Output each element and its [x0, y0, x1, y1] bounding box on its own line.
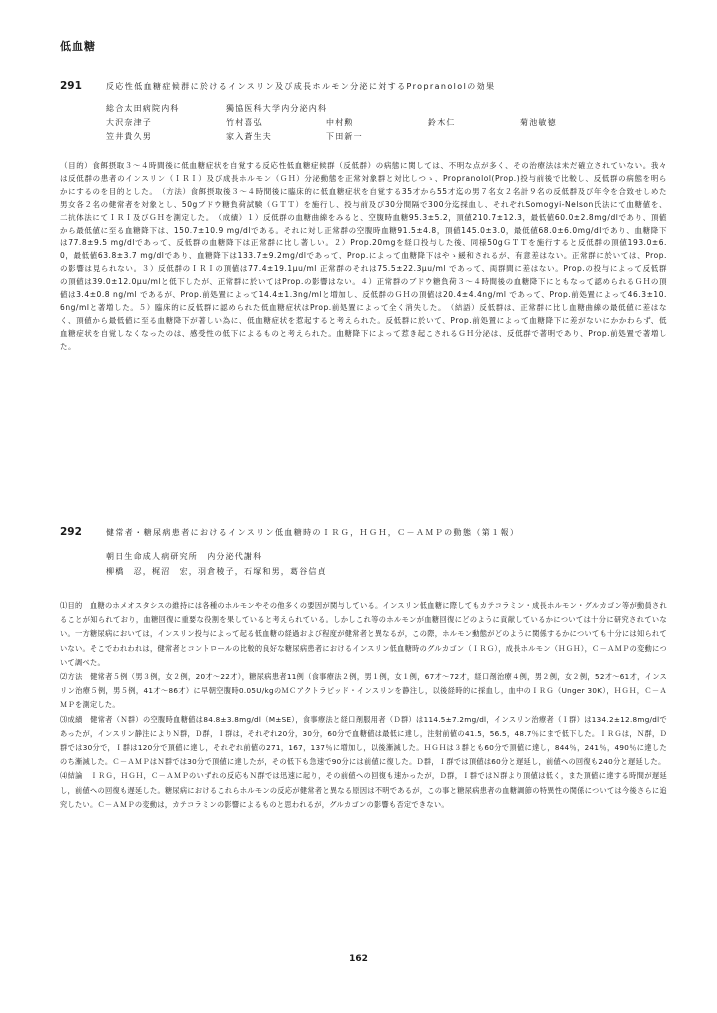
author-name: 中村勲 [326, 118, 354, 127]
body-paragraph: （目的）食餌摂取３～４時間後に低血糖症状を自覚する反応性低血糖症候群（反低群）の病態に関しては、不明な点が多く、その治療法は未だ確立されていない。我々は反低群の患者のインスリン（ＩＲＩ）及び成長ホルモン（ＧＨ）分泌動態を正常対象群と対比しつゝ、Propranolol(Prop.)投与前後で比較し、反低群の病態を明らかにするのを目的とした。 （方法）食餌摂取後３～４時間後に臨床的に低血糖症状を自覚する35才から55才迄の男７名女２名計９名の反低群及び年令を合致せしめた男女各２名の健常者を対象とし、50gブドウ糖負荷試験（ＧＴＴ）を施行し、投与前及び30分間隔で300分迄採血し、それぞれSomogyi-Nelson氏法にて血糖値を、二抗体法にてＩＲＩ及びＧＨを測定した。 （成績）１）反低群の血糖曲線をみると、空腹時血糖95.3±5.2，頂値210.7±12.3，最低値60.0±2.8mg/dlであり、頂値から最低値に至る血糖降下は、150.7±10.9 mg/dlである。それに対し正常群の空腹時血糖91.5±4.8，頂値145.0±3.0，最低値68.0±6.0mg/dlであり、血糖降下は77.8±9.5 mg/dlであって、反低群の血糖降下は正常群に比し著しい。２）Prop.20mgを経口投与した後、同様50gＧＴＴを施行すると反低群の頂値193.0±6.0，最低値63.8±3.7 mg/dlであり、血糖降下は133.7±9.2mg/dlであって、Prop.によって血糖降下はやゝ緩和されるが、有意差はない。正常群に於いては、Prop.の影響は見られない。３）反低群のＩＲＩの頂値は77.4±19.1μu/ml 正常群のそれは75.5±22.3μu/ml であって、両群間に差はない。Prop.の投与によって反低群の頂値は39.0±12.0μu/mlと低下したが、正常群に於いてはProp.の影響はない。４）正常群のブドウ糖負荷３～４時間後の血糖降下にともなって認められるＧＨの頂値は3.4±0.8 ng/ml であるが、Prop.前処置によって14.4±1.3ng/mlと増加し、反低群のＧＨの頂値は20.4±4.4ng/ml であって、Prop.前処置によって46.3±10.6ng/mlと著増した。５）臨床的に反低群に認められた低血糖症状はProp.前処置によって全く消失した。 （結語）反低群は、正常群に比し血糖曲線の最低値に差はなく、頂値から最低値に至る血糖降下が著しい為に、低血糖症状を惹起すると考えられた。反低群に於いて、Prop.前処置によって血糖降下に差がないにかかわらず、低血糖症状を自覚しなくなったのは、感受性の低下によるものと考えられた。血糖降下によって惹き起こされるＧＨ分泌は、反低群で著明であり、Prop.前処置で著増した。 [60, 161, 667, 351]
section-header: 低血糖 [60, 40, 96, 53]
body-paragraph-conclusion: ⑷結論 ＩＲＧ，ＨＧＨ，Ｃ－ＡＭＰのいずれの反応もＮ群では迅速に起り，その前値への回復も速かったが，Ｄ群，Ｉ群ではＮ群より頂値は低く，また頂値に達する時間が遅延し，前値への回復も遅延した。糖尿病におけるこれらホルモンの反応が健常者と異なる原因は不明であるが，この事と糖尿病患者の血糖調節の特異性の関係については今後さらに追究したい。Ｃ－ＡＭＰの変動は，カテコラミンの影響によるものと思われるが，グルカゴンの影響も否定できない。 [60, 771, 667, 809]
author-name: 竹村喜弘 [226, 118, 263, 127]
body-paragraph-results: ⑶成績 健常者（Ｎ群）の空腹時血糖値は84.8±3.8mg/dl（M±SE），食事療法と経口剤服用者（Ｄ群）は114.5±7.2mg/dl，インスリン治療者（Ｉ群）は134.2±12.8mg/dlであったが，インスリン静注によりＮ群，Ｄ群，Ｉ群は，それぞれ20分，30分，60分で血糖値は最低に達し，注射前値の41.5，56.5，48.7％にまで低下した。ＩＲＧは，Ｎ群，Ｄ群では30分で，Ｉ群は120分で頂値に達し，それぞれ前値の271，167，137％に増加し，以後漸減した。ＨＧＨは３群とも60分で頂値に達し，844％，241％，490％に達したのち漸減した。Ｃ－ＡＭＰはＮ群では30分で頂値に達したが，その低下も急速で90分には前値に復した。Ｄ群，Ｉ群では頂値は60分と遅延し，前値への回復も240分と遅延した。 [60, 714, 667, 767]
institution: 獨協医科大学内分泌内科 [226, 104, 328, 113]
author-name: 大沢奈津子 [106, 118, 152, 127]
author-name: 菊池敏徳 [520, 118, 557, 127]
author-name: 笠井貴久男 [106, 132, 152, 141]
abstract-title-row [60, 526, 667, 539]
institution: 朝日生命成人病研究所 内分泌代謝科 [106, 552, 263, 561]
affiliation-line [106, 102, 667, 116]
affiliation-line [106, 549, 667, 564]
body-paragraph-method: ⑵方法 健常者５例（男３例，女２例，20才～22才），糖尿病患者11例（食事療法２例，男１例，女１例，67才～72才，経口剤治療４例，男２例，女２例，52才～61才，インスリン治療５例，男５例，41才～86才）に早朝空腹時0.05U/kgのＭＣアクトラピッド・インスリンを静注し，以後経時的に採血し，血中のＩＲＧ（Unger 30K），ＨＧＨ，Ｃ－ＡＭＰを測定した。 [60, 672, 667, 710]
institution: 総合太田病院内科 [106, 104, 180, 113]
abstract-291 [60, 80, 667, 354]
author-name: 家入蒼生夫 [226, 132, 272, 141]
author-line [106, 564, 667, 579]
author-affiliation [106, 102, 667, 144]
abstract-title: 反応性低血糖症候群に於けるインスリン及び成長ホルモン分泌に対するPropranololの効果 [106, 82, 496, 91]
abstract-title-row [60, 80, 667, 93]
author-name: 下田新一 [326, 132, 363, 141]
abstract-body [60, 160, 667, 354]
abstract-title: 健常者・糖尿病患者におけるインスリン低血糖時のＩＲＧ，ＨＧＨ，Ｃ－ＡＭＰの動態（第１報） [106, 528, 520, 537]
page-number: 162 [349, 954, 368, 964]
author-names: 柳橋 忍，梶沼 宏，羽倉稜子，石塚和男，葛谷信貞 [106, 567, 327, 576]
author-line [106, 130, 667, 144]
abstract-number: 292 [60, 526, 82, 538]
author-affiliation [106, 549, 667, 579]
author-name: 鈴木仁 [428, 118, 456, 127]
abstract-292 [60, 526, 667, 812]
author-line [106, 116, 667, 130]
abstract-number: 291 [60, 80, 82, 92]
body-paragraph-purpose: ⑴目的 血糖のホメオスタシスの維持には各種のホルモンやその他多くの要因が関与している。インスリン低血糖に際してもカテコラミン・成長ホルモン・グルカゴン等が動員されることが知られており，血糖回復に重要な役割を果していると考えられている。しかしこれ等のホルモンが血糖回復にどのように貢献しているかについては十分に研究されていない。一方糖尿病においては，インスリン投与によって起る低血糖の経過および程度が健常者と異なるが，この際，ホルモン動態がどのように関係するかについても十分には知られていない。そこでわれわれは，健常者とコントロールの比較的良好な糖尿病患者におけるインスリン低血糖時のグルカゴン（ＩＲＧ），成長ホルモン（ＨＧＨ），Ｃ－ＡＭＰの変動について調べた。 [60, 601, 667, 667]
abstract-body [60, 599, 667, 812]
